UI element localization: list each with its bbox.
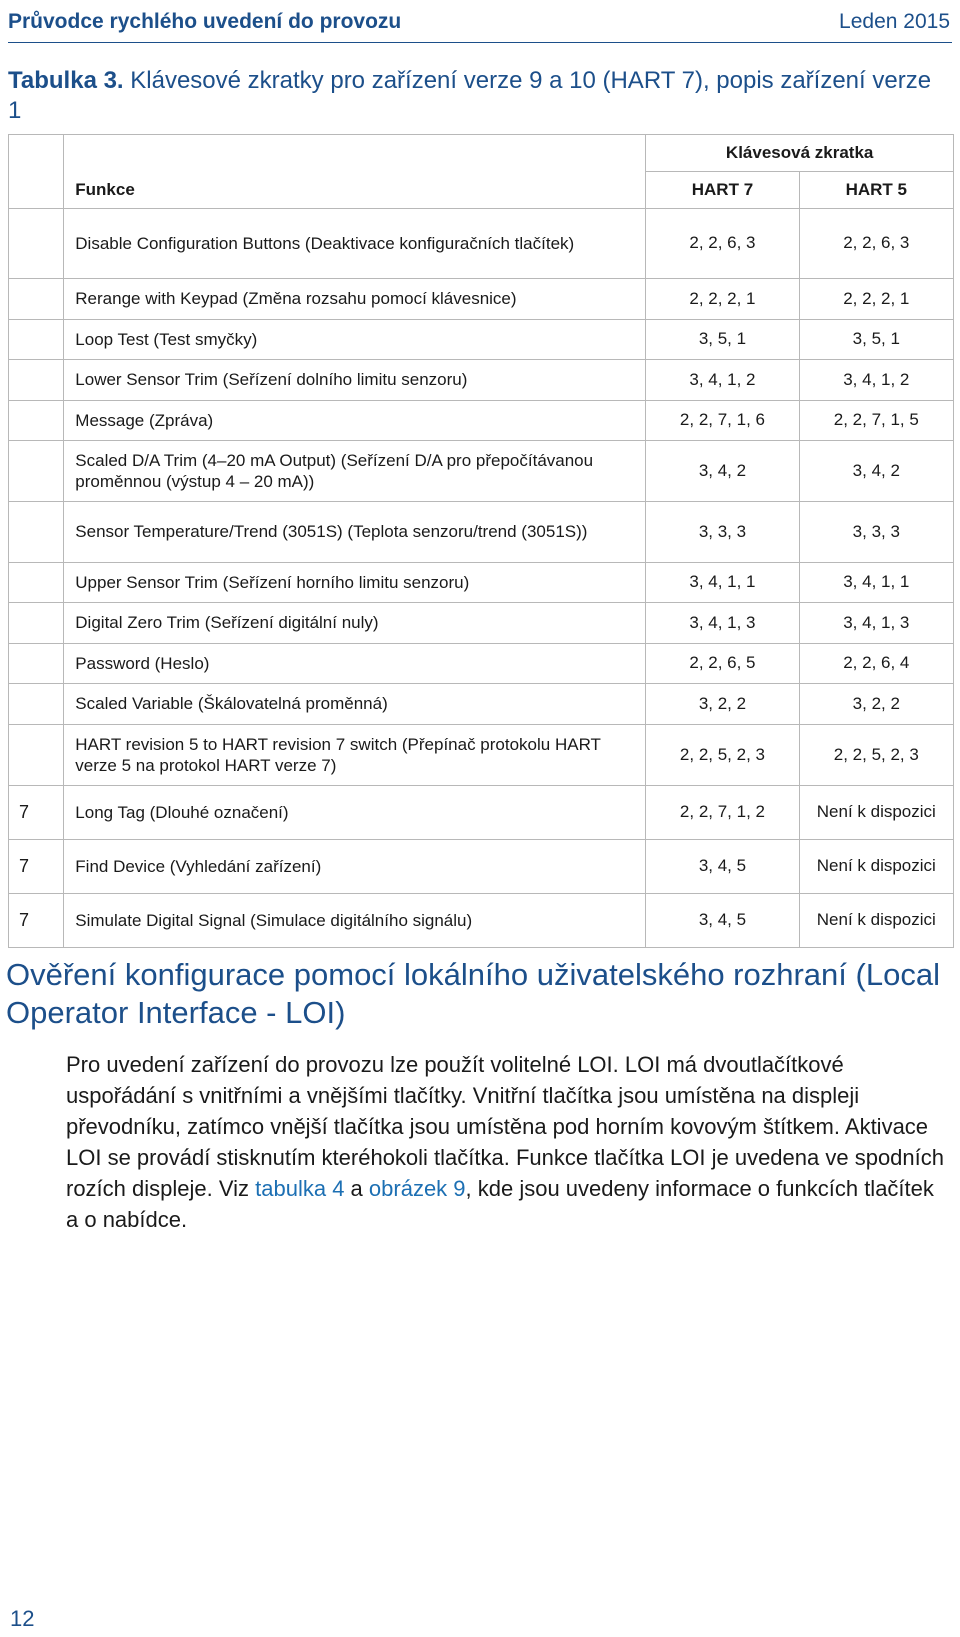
revision-cell xyxy=(9,724,64,785)
table-row xyxy=(9,643,954,683)
hart5-column-header: HART 5 xyxy=(799,172,953,209)
table-row xyxy=(9,208,954,278)
hart5-cell: Není k dispozici xyxy=(799,893,953,947)
page-number: 12 xyxy=(10,1606,35,1631)
table-row xyxy=(9,785,954,839)
hart5-cell: 3, 4, 1, 1 xyxy=(799,562,953,602)
table-row xyxy=(9,562,954,602)
function-cell: Password (Heslo) xyxy=(64,643,646,683)
hart7-cell: 2, 2, 2, 1 xyxy=(646,278,799,319)
table-caption xyxy=(8,66,948,126)
hart5-cell: 3, 5, 1 xyxy=(799,319,953,359)
paragraph-text: , kde jsou uvedeny informace o funkcích tlačítek a o nabídce. xyxy=(66,1176,934,1232)
hart7-cell: 3, 4, 1, 2 xyxy=(646,359,799,400)
hart7-cell: 3, 4, 2 xyxy=(646,440,799,501)
function-cell: Scaled D/A Trim (4–20 mA Output) (Seřízení D/A pro přepočítávanou proměnnou (výstup 4 – 20 mA)) xyxy=(64,440,646,501)
hart7-cell: 2, 2, 6, 3 xyxy=(646,208,799,278)
table-caption-text: Klávesové zkratky pro zařízení verze 9 a 10 (HART 7), popis zařízení verze 1 xyxy=(8,67,932,124)
hart7-cell: 3, 5, 1 xyxy=(646,319,799,359)
revision-cell xyxy=(9,319,64,359)
hart7-cell: 3, 4, 5 xyxy=(646,893,799,947)
hart5-cell: 3, 2, 2 xyxy=(799,683,953,724)
page-header xyxy=(8,8,952,43)
revision-cell xyxy=(9,562,64,602)
header-spacer xyxy=(64,135,646,172)
function-cell: Long Tag (Dlouhé označení) xyxy=(64,785,646,839)
hart5-cell: Není k dispozici xyxy=(799,839,953,893)
hart7-cell: 3, 2, 2 xyxy=(646,683,799,724)
table-row xyxy=(9,501,954,562)
paragraph-text: Pro uvedení zařízení do provozu lze použít volitelné LOI. LOI má dvoutlačítkové uspořádání s vnitřními a vnějšími tlačítky. Vnitřní tlačítka jsou umístěna na displeji převodníku, zatímco vnější tlačítka jsou umístěna pod horním kovovým štítkem. Aktivace LOI se provádí stisknutím kteréhokoli tlačítka. Funkce tlačítka LOI je uvedena ve spodních rozích displeje. Viz xyxy=(66,1052,945,1201)
hart5-cell: 2, 2, 2, 1 xyxy=(799,278,953,319)
hart5-cell: 3, 3, 3 xyxy=(799,501,953,562)
revision-cell xyxy=(9,643,64,683)
section-heading: Ověření konfigurace pomocí lokálního uživatelského rozhraní (Local Operator Interface - LOI) xyxy=(6,957,940,1030)
table-row xyxy=(9,683,954,724)
table-caption-label: Tabulka 3. xyxy=(8,67,124,94)
fast-keys-table xyxy=(8,134,954,948)
hart5-cell: 2, 2, 6, 3 xyxy=(799,208,953,278)
hart7-cell: 2, 2, 5, 2, 3 xyxy=(646,724,799,785)
document-date: Leden 2015 xyxy=(839,10,950,33)
function-cell: Lower Sensor Trim (Seřízení dolního limitu senzoru) xyxy=(64,359,646,400)
revision-cell xyxy=(9,359,64,400)
function-cell: Rerange with Keypad (Změna rozsahu pomocí klávesnice) xyxy=(64,278,646,319)
hart5-cell: 3, 4, 1, 3 xyxy=(799,602,953,643)
document-title: Průvodce rychlého uvedení do provozu xyxy=(8,10,402,33)
revision-column-header xyxy=(9,135,64,209)
table-row xyxy=(9,724,954,785)
function-cell: Sensor Temperature/Trend (3051S) (Teplota senzoru/trend (3051S)) xyxy=(64,501,646,562)
function-cell: Simulate Digital Signal (Simulace digitálního signálu) xyxy=(64,893,646,947)
hart7-column-header: HART 7 xyxy=(646,172,799,209)
paragraph-text: a xyxy=(344,1176,369,1201)
revision-cell xyxy=(9,440,64,501)
revision-cell xyxy=(9,602,64,643)
hart5-cell: 2, 2, 6, 4 xyxy=(799,643,953,683)
table-row xyxy=(9,359,954,400)
revision-cell xyxy=(9,683,64,724)
figure-9-link[interactable]: obrázek 9 xyxy=(368,1176,466,1201)
hart7-cell: 3, 4, 1, 1 xyxy=(646,562,799,602)
table-row xyxy=(9,319,954,359)
table-row xyxy=(9,440,954,501)
hart5-cell: 2, 2, 5, 2, 3 xyxy=(799,724,953,785)
section-paragraph xyxy=(66,1049,946,1235)
function-cell: HART revision 5 to HART revision 7 switch (Přepínač protokolu HART verze 5 na protokol HART verze 7) xyxy=(64,724,646,785)
hart5-cell: 3, 4, 2 xyxy=(799,440,953,501)
table-row xyxy=(9,602,954,643)
table-row xyxy=(9,400,954,440)
function-cell: Find Device (Vyhledání zařízení) xyxy=(64,839,646,893)
hart7-cell: 2, 2, 7, 1, 2 xyxy=(646,785,799,839)
hart5-cell: Není k dispozici xyxy=(799,785,953,839)
table-row xyxy=(9,278,954,319)
function-cell: Upper Sensor Trim (Seřízení horního limitu senzoru) xyxy=(64,562,646,602)
fast-key-group-header: Klávesová zkratka xyxy=(646,135,954,172)
function-cell: Loop Test (Test smyčky) xyxy=(64,319,646,359)
revision-cell xyxy=(9,208,64,278)
function-column-header: Funkce xyxy=(64,172,646,209)
function-cell: Message (Zpráva) xyxy=(64,400,646,440)
revision-cell xyxy=(9,501,64,562)
function-cell: Scaled Variable (Škálovatelná proměnná) xyxy=(64,683,646,724)
table-4-link[interactable]: tabulka 4 xyxy=(255,1176,345,1201)
function-cell: Digital Zero Trim (Seřízení digitální nuly) xyxy=(64,602,646,643)
hart7-cell: 2, 2, 7, 1, 6 xyxy=(646,400,799,440)
revision-cell xyxy=(9,400,64,440)
table-row xyxy=(9,893,954,947)
hart7-cell: 2, 2, 6, 5 xyxy=(646,643,799,683)
hart7-cell: 3, 4, 1, 3 xyxy=(646,602,799,643)
revision-cell: 7 xyxy=(9,839,64,893)
hart5-cell: 3, 4, 1, 2 xyxy=(799,359,953,400)
function-cell: Disable Configuration Buttons (Deaktivace konfiguračních tlačítek) xyxy=(64,208,646,278)
revision-cell: 7 xyxy=(9,785,64,839)
hart5-cell: 2, 2, 7, 1, 5 xyxy=(799,400,953,440)
revision-cell xyxy=(9,278,64,319)
hart7-cell: 3, 3, 3 xyxy=(646,501,799,562)
revision-cell: 7 xyxy=(9,893,64,947)
table-row xyxy=(9,839,954,893)
hart7-cell: 3, 4, 5 xyxy=(646,839,799,893)
